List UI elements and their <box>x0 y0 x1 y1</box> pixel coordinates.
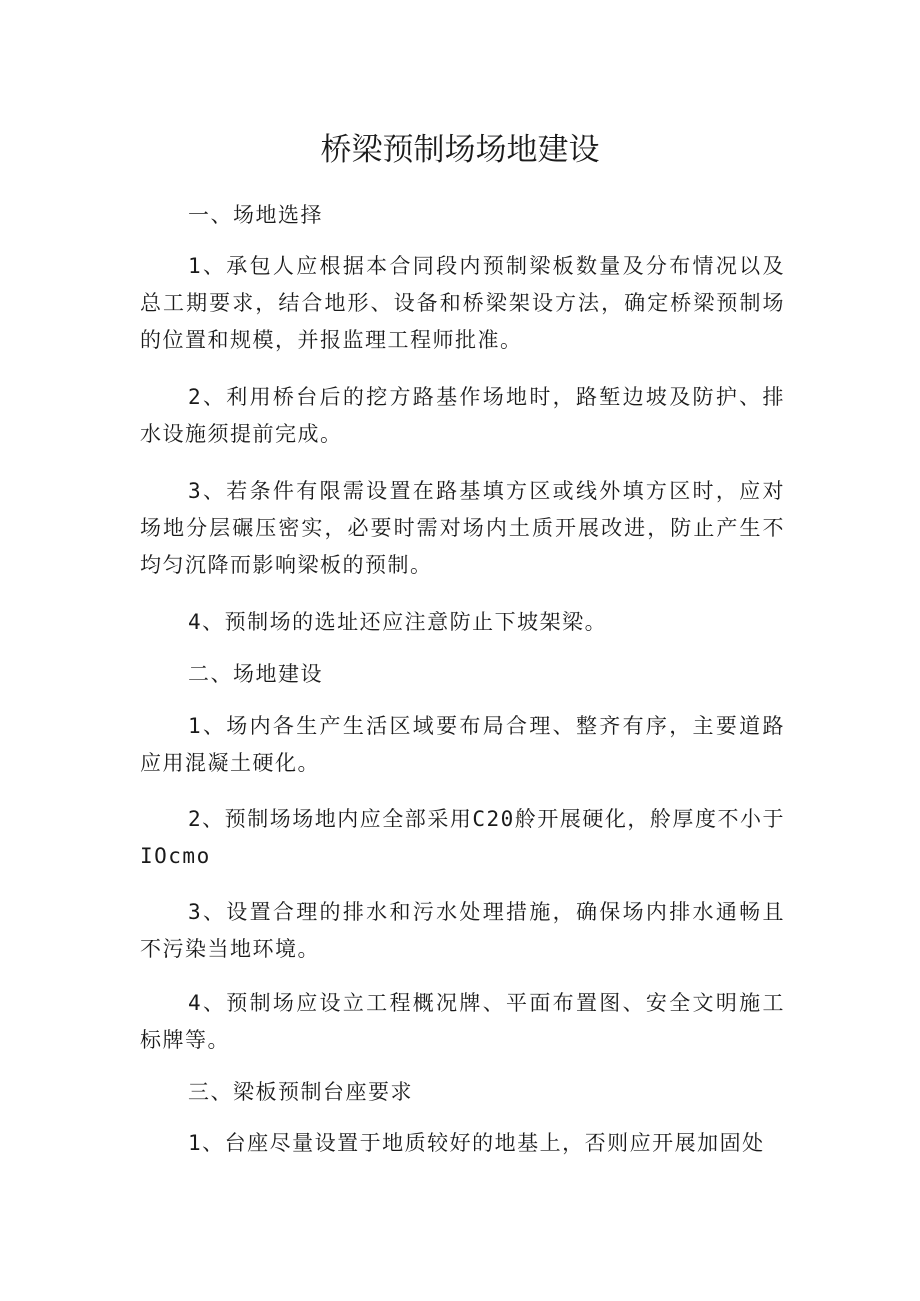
paragraph: 1、承包人应根据本合同段内预制梁板数量及分布情况以及总工期要求，结合地形、设备和桥梁架设方法，确定桥梁预制场的位置和规模，并报监理工程师批准。 <box>140 254 785 352</box>
paragraph: 3、若条件有限需设置在路基填方区或线外填方区时，应对场地分层碾压密实，必要时需对场内土质开展改进，防止产生不均匀沉降而影响梁板的预制。 <box>140 479 785 577</box>
paragraph: 2、利用桥台后的挖方路基作场地时，路堑边坡及防护、排水设施须提前完成。 <box>140 385 785 446</box>
section-heading-pedestal-requirements: 三、梁板预制台座要求 <box>188 1080 413 1104</box>
paragraph: 1、场内各生产生活区域要布局合理、整齐有序，主要道路应用混凝土硬化。 <box>140 714 785 775</box>
paragraph: 4、预制场应设立工程概况牌、平面布置图、安全文明施工标牌等。 <box>140 991 785 1052</box>
paragraph: 2、预制场场地内应全部采用C20舲开展硬化，舲厚度不小于IOcmo <box>140 807 785 868</box>
paragraph: 3、设置合理的排水和污水处理措施，确保场内排水通畅且不污染当地环境。 <box>140 900 785 961</box>
section-heading-site-construction: 二、场地建设 <box>188 662 323 686</box>
section-heading-site-selection: 一、场地选择 <box>188 203 323 227</box>
paragraph: 4、预制场的选址还应注意防止下坡架梁。 <box>188 610 608 634</box>
document-title: 桥梁预制场场地建设 <box>320 132 600 168</box>
paragraph: 1、台座尽量设置于地质较好的地基上，否则应开展加固处 <box>188 1131 765 1155</box>
